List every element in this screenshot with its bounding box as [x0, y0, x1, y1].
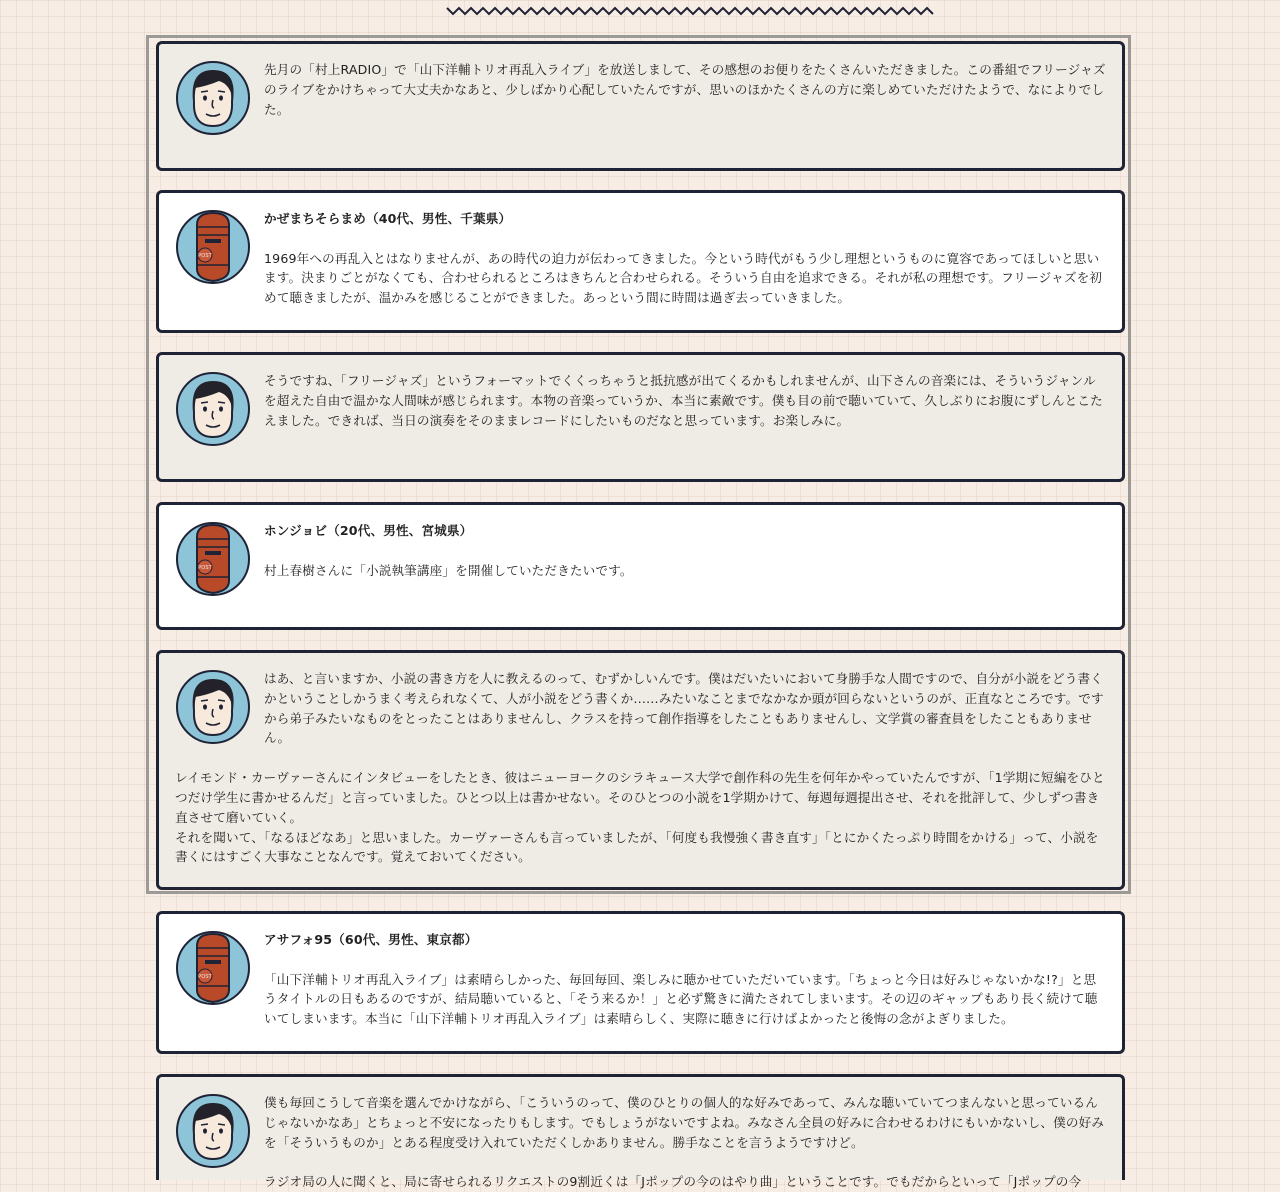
message-text: そうですね、「フリージャズ」というフォーマットでくくっちゃうと抵抗感が出てくるかもしれませんが、山下さんの音楽には、そういうジャンルを超えた自由で温かな人間味が感じられます。本物の音楽っていうか、本当に素敵です。僕も目の前で聴いていて、久しぶりにお腹にずしんとこたえました。できれば、当日の演奏をそのままレコードにしたいものだなと思っています。お楽しみに。 [264, 373, 1103, 428]
host-message-card [156, 650, 1125, 890]
message-text: 村上春樹さんに「小説執筆講座」を開催していただきたいです。 [264, 562, 633, 578]
listener-name: アサフォ95（60代、男性、東京都） [264, 932, 478, 947]
host-avatar-icon [175, 371, 251, 447]
svg-text:POST: POST [198, 253, 212, 259]
host-avatar-icon [175, 1093, 251, 1169]
host-message-card [156, 41, 1125, 171]
listener-message-card [156, 502, 1125, 630]
listener-name: ホンジョビ（20代、男性、宮城県） [264, 523, 473, 538]
message-text: 「山下洋輔トリオ再乱入ライブ」は素晴らしかった、毎回毎回、楽しみに聴かせていただいています。「ちょっと今日は好みじゃないかな!?」と思うタイトルの日もあるのですが、結局聴いていると、「そう来るか！」と必ず驚きに満たされてしまいます。その辺のギャップもあり長く続けて聴いてしまいます。本当に「山下洋輔トリオ再乱入ライブ」は素晴らしく、実際に聴きに行けばよかったと後悔の念がよぎりました。 [264, 971, 1098, 1027]
host-avatar-icon [175, 60, 251, 136]
message-text: レイモンド・カーヴァーさんにインタビューをしたとき、彼はニューヨークのシラキュース大学で創作科の先生を何年かやっていたんですが、「1学期に短編をひとつだけ学生に書かせるんだ」と言っていました。ひとつ以上は書かせない。そのひとつの小説を1学期かけて、毎週毎週提出させ、それを批評して、少しずつ書き直させて磨いていく。 [175, 770, 1105, 825]
svg-text:POST: POST [198, 974, 212, 980]
message-text: 僕も毎回こうして音楽を選んでかけながら、「こういうのって、僕のひとりの個人的な好みであって、みんな聴いていてつまんないと思っているんじゃないかなあ」とちょっと不安になったりもします。でもしょうがないですよね。みなさん全員の好みに合わせるわけにもいかないし、僕の好みを「そういうものか」とある程度受け入れていただくしかありません。勝手なことを言うようですけど。 [264, 1095, 1105, 1150]
message-text: 1969年への再乱入とはなりませんが、あの時代の迫力が伝わってきました。今という時代がもう少し理想というものに寛容であってほしいと思います。決まりごとがなくても、合わせられるところはきちんと合わせられる。そういう自由を追求できる。それが私の理想です。フリージャズを初めて聴きましたが、温かみを感じることができました。あっという間に時間は過ぎ去っていきました。 [264, 250, 1103, 306]
message-text: ラジオ局の人に聞くと、局に寄せられるリクエストの9割近くは「Jポップの今のはやり曲」ということです。でもだからといって「Jポップの今 [264, 1174, 1082, 1190]
post-mailbox-icon [175, 521, 251, 597]
zigzag-divider [447, 4, 845, 18]
host-message-card [156, 1074, 1125, 1190]
listener-message-card [156, 911, 1125, 1054]
listener-message-card [156, 190, 1125, 333]
message-text: はあ、と言いますか、小説の書き方を人に教えるのって、むずかしいんです。僕はだいたいにおいて身勝手な人間ですので、自分が小説をどう書くかということしかうまく考えられなくて、人が小説をどう書くか……みたいなことまでなかなか頭が回らないというのが、正直なところです。ですから弟子みたいなものをとったことはありませんし、クラスを持って創作指導をしたこともありませんし、文学賞の審査員をしたこともありません。 [264, 671, 1104, 746]
post-mailbox-icon [175, 209, 251, 285]
message-text: 先月の「村上RADIO」で「山下洋輔トリオ再乱入ライブ」を放送しまして、その感想のお便りをたくさんいただきました。この番組でフリージャズのライブをかけちゃって大丈夫かなあと、少しばかり心配していたんですが、思いのほかたくさんの方に楽しめていただけたようで、なによりでした。 [264, 62, 1106, 117]
svg-text:POST: POST [198, 565, 212, 571]
post-mailbox-icon [175, 930, 251, 1006]
message-text: それを聞いて、「なるほどなあ」と思いました。カーヴァーさんも言っていましたが、「何度も我慢強く書き直す」「とにかくたっぷり時間をかける」って、小説を書くにはすごく大事なことなんです。覚えておいてください。 [175, 829, 1099, 865]
listener-name: かぜまちそらまめ（40代、男性、千葉県） [264, 211, 512, 226]
host-avatar-icon [175, 669, 251, 745]
host-message-card [156, 352, 1125, 482]
